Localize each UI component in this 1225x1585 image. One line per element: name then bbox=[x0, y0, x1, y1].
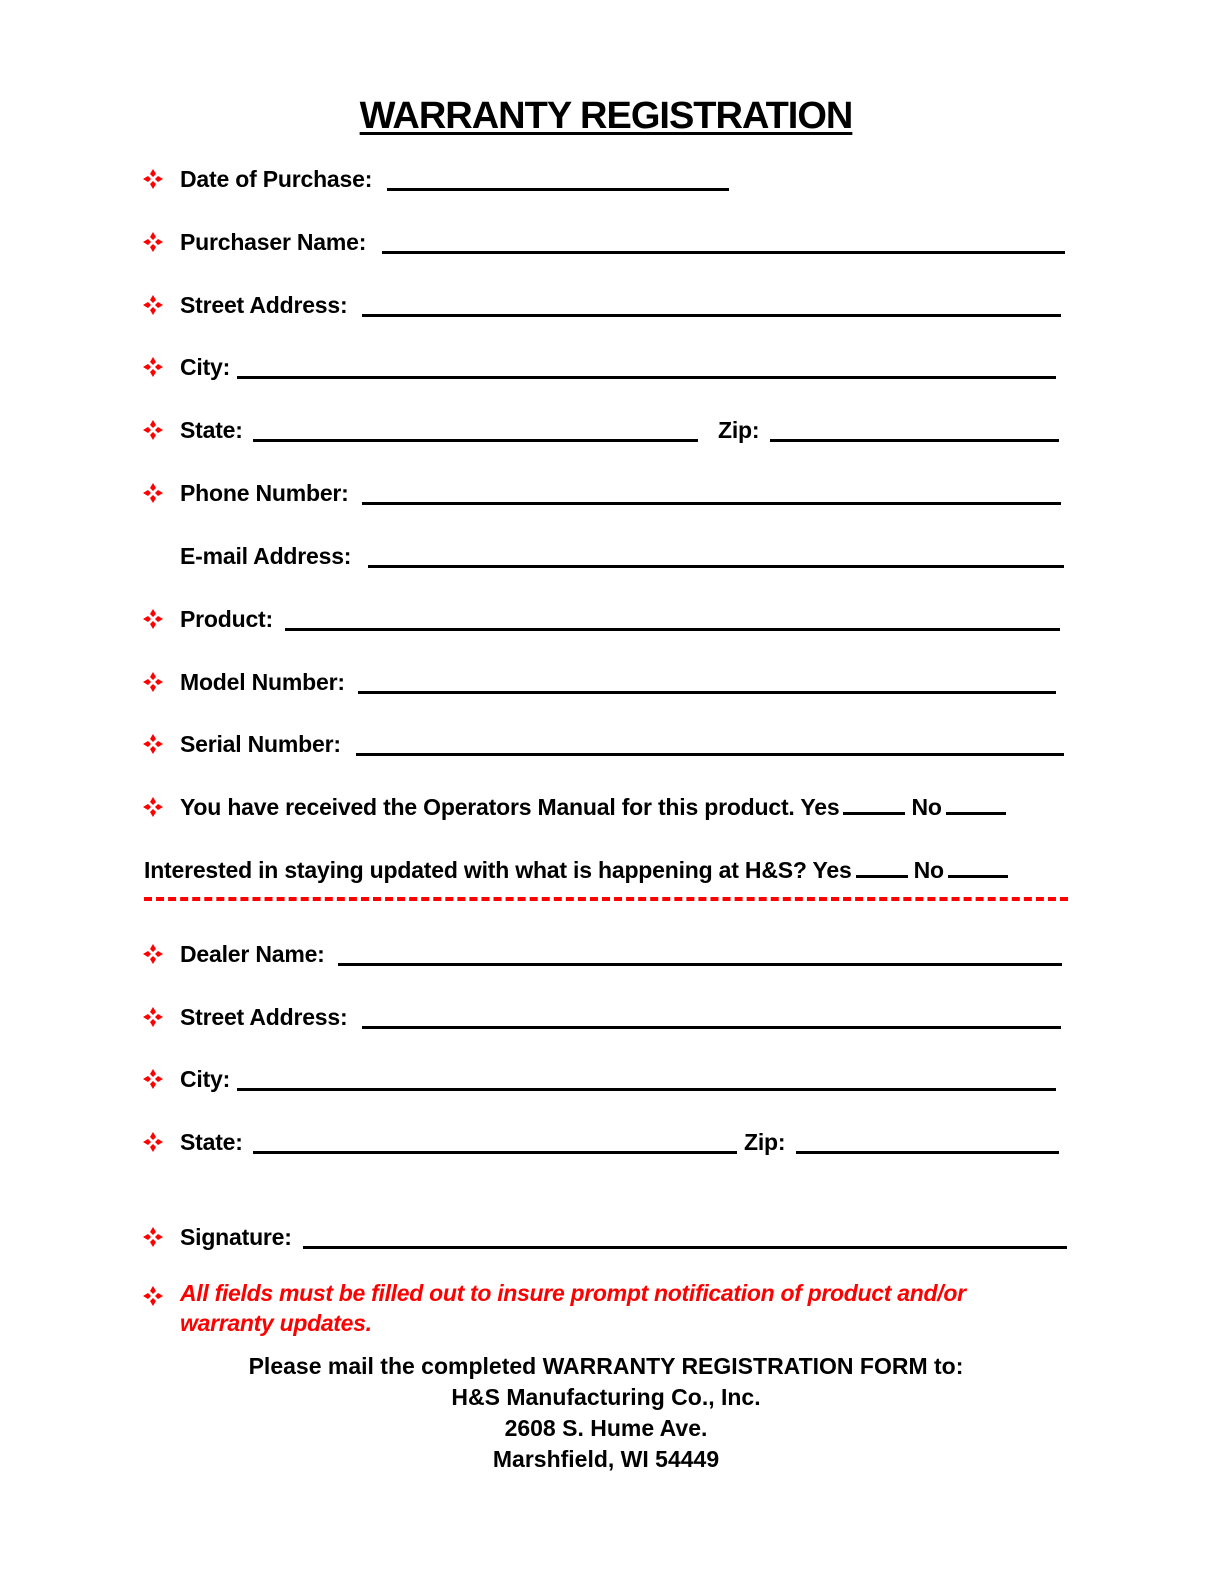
operators-manual-question bbox=[180, 790, 1012, 824]
operators-manual-row bbox=[0, 790, 1225, 824]
mail-city-state-zip: Marshfield, WI 54449 bbox=[492, 1446, 720, 1472]
manual-yes-blank[interactable] bbox=[843, 812, 905, 815]
phone-number-row bbox=[0, 476, 1225, 510]
dealer-state-zip-row bbox=[0, 1125, 1225, 1159]
red-diamond-bullet-icon bbox=[142, 231, 164, 253]
updates-question-text: Interested in staying updated with what is happening at H&S? bbox=[144, 857, 807, 883]
purchaser-street-field[interactable] bbox=[362, 314, 1061, 317]
red-diamond-bullet-icon bbox=[142, 294, 164, 316]
red-diamond-bullet-icon bbox=[142, 671, 164, 693]
dealer-city-field[interactable] bbox=[237, 1088, 1056, 1091]
red-diamond-bullet-icon bbox=[142, 796, 164, 818]
required-fields-note: All fields must be filled out to insure prompt notification of product and/or warranty updates. bbox=[180, 1280, 966, 1336]
manual-yes-label: Yes bbox=[800, 794, 840, 820]
dealer-zip-label: Zip: bbox=[744, 1129, 786, 1155]
model-number-field[interactable] bbox=[358, 691, 1056, 694]
dealer-street-label: Street Address: bbox=[180, 1004, 348, 1030]
updates-yes-blank[interactable] bbox=[856, 875, 908, 878]
purchaser-name-field[interactable] bbox=[382, 251, 1065, 254]
red-diamond-bullet-icon bbox=[142, 1226, 164, 1248]
product-row bbox=[0, 602, 1225, 636]
red-diamond-bullet-icon bbox=[142, 168, 164, 190]
dealer-street-row bbox=[0, 1000, 1225, 1034]
purchaser-city-row bbox=[0, 350, 1225, 384]
purchaser-state-field[interactable] bbox=[253, 439, 698, 442]
serial-number-label: Serial Number: bbox=[180, 731, 341, 757]
page-title-text: WARRANTY REGISTRATION bbox=[359, 95, 853, 137]
model-number-row bbox=[0, 665, 1225, 699]
signature-row bbox=[0, 1220, 1225, 1254]
red-diamond-bullet-icon bbox=[142, 419, 164, 441]
email-address-field[interactable] bbox=[368, 565, 1064, 568]
purchaser-street-label: Street Address: bbox=[180, 292, 348, 318]
updates-no-label: No bbox=[913, 857, 944, 883]
dealer-city-row bbox=[0, 1062, 1225, 1096]
purchaser-name-label: Purchaser Name: bbox=[180, 229, 367, 255]
red-diamond-bullet-icon bbox=[142, 482, 164, 504]
updates-question bbox=[144, 853, 1014, 887]
mail-street: 2608 S. Hume Ave. bbox=[504, 1415, 708, 1441]
red-diamond-bullet-icon bbox=[142, 1131, 164, 1153]
date-of-purchase-field[interactable] bbox=[387, 188, 729, 191]
signature-label: Signature: bbox=[180, 1224, 292, 1250]
dealer-city-label: City: bbox=[180, 1066, 231, 1092]
dealer-street-field[interactable] bbox=[362, 1026, 1061, 1029]
phone-number-label: Phone Number: bbox=[180, 480, 349, 506]
mail-instruction: Please mail the completed WARRANTY REGISTRATION FORM to: bbox=[248, 1353, 964, 1379]
dealer-state-label: State: bbox=[180, 1129, 243, 1155]
purchaser-street-row bbox=[0, 288, 1225, 322]
section-divider bbox=[144, 897, 1068, 901]
date-of-purchase-row bbox=[0, 162, 1225, 196]
operators-manual-question-text: You have received the Operators Manual for this product. bbox=[180, 794, 795, 820]
signature-field[interactable] bbox=[303, 1246, 1067, 1249]
dealer-name-field[interactable] bbox=[338, 963, 1062, 966]
updates-yes-label: Yes bbox=[812, 857, 852, 883]
red-diamond-bullet-icon bbox=[142, 608, 164, 630]
red-diamond-bullet-icon bbox=[142, 733, 164, 755]
purchaser-city-label: City: bbox=[180, 354, 231, 380]
red-diamond-bullet-icon bbox=[142, 1068, 164, 1090]
serial-number-row bbox=[0, 727, 1225, 761]
purchaser-name-row bbox=[0, 225, 1225, 259]
dealer-name-row bbox=[0, 937, 1225, 971]
model-number-label: Model Number: bbox=[180, 669, 345, 695]
product-field[interactable] bbox=[285, 628, 1060, 631]
updates-no-blank[interactable] bbox=[948, 875, 1008, 878]
mail-company: H&S Manufacturing Co., Inc. bbox=[451, 1384, 761, 1410]
red-diamond-bullet-icon bbox=[142, 1285, 164, 1307]
manual-no-blank[interactable] bbox=[946, 812, 1006, 815]
dealer-state-field[interactable] bbox=[253, 1151, 737, 1154]
email-address-label: E-mail Address: bbox=[180, 543, 352, 569]
updates-row bbox=[0, 853, 1225, 887]
manual-no-label: No bbox=[911, 794, 942, 820]
purchaser-zip-field[interactable] bbox=[770, 439, 1059, 442]
purchaser-state-label: State: bbox=[180, 417, 243, 443]
red-diamond-bullet-icon bbox=[142, 356, 164, 378]
purchaser-state-zip-row bbox=[0, 413, 1225, 447]
product-label: Product: bbox=[180, 606, 273, 632]
red-diamond-bullet-icon bbox=[142, 943, 164, 965]
date-of-purchase-label: Date of Purchase: bbox=[180, 166, 373, 192]
phone-number-field[interactable] bbox=[362, 502, 1061, 505]
page-title bbox=[0, 92, 1212, 140]
purchaser-zip-label: Zip: bbox=[718, 417, 760, 443]
dealer-name-label: Dealer Name: bbox=[180, 941, 325, 967]
purchaser-city-field[interactable] bbox=[237, 376, 1056, 379]
dealer-zip-field[interactable] bbox=[796, 1151, 1059, 1154]
red-diamond-bullet-icon bbox=[142, 1006, 164, 1028]
email-address-row bbox=[0, 539, 1225, 573]
serial-number-field[interactable] bbox=[356, 753, 1064, 756]
